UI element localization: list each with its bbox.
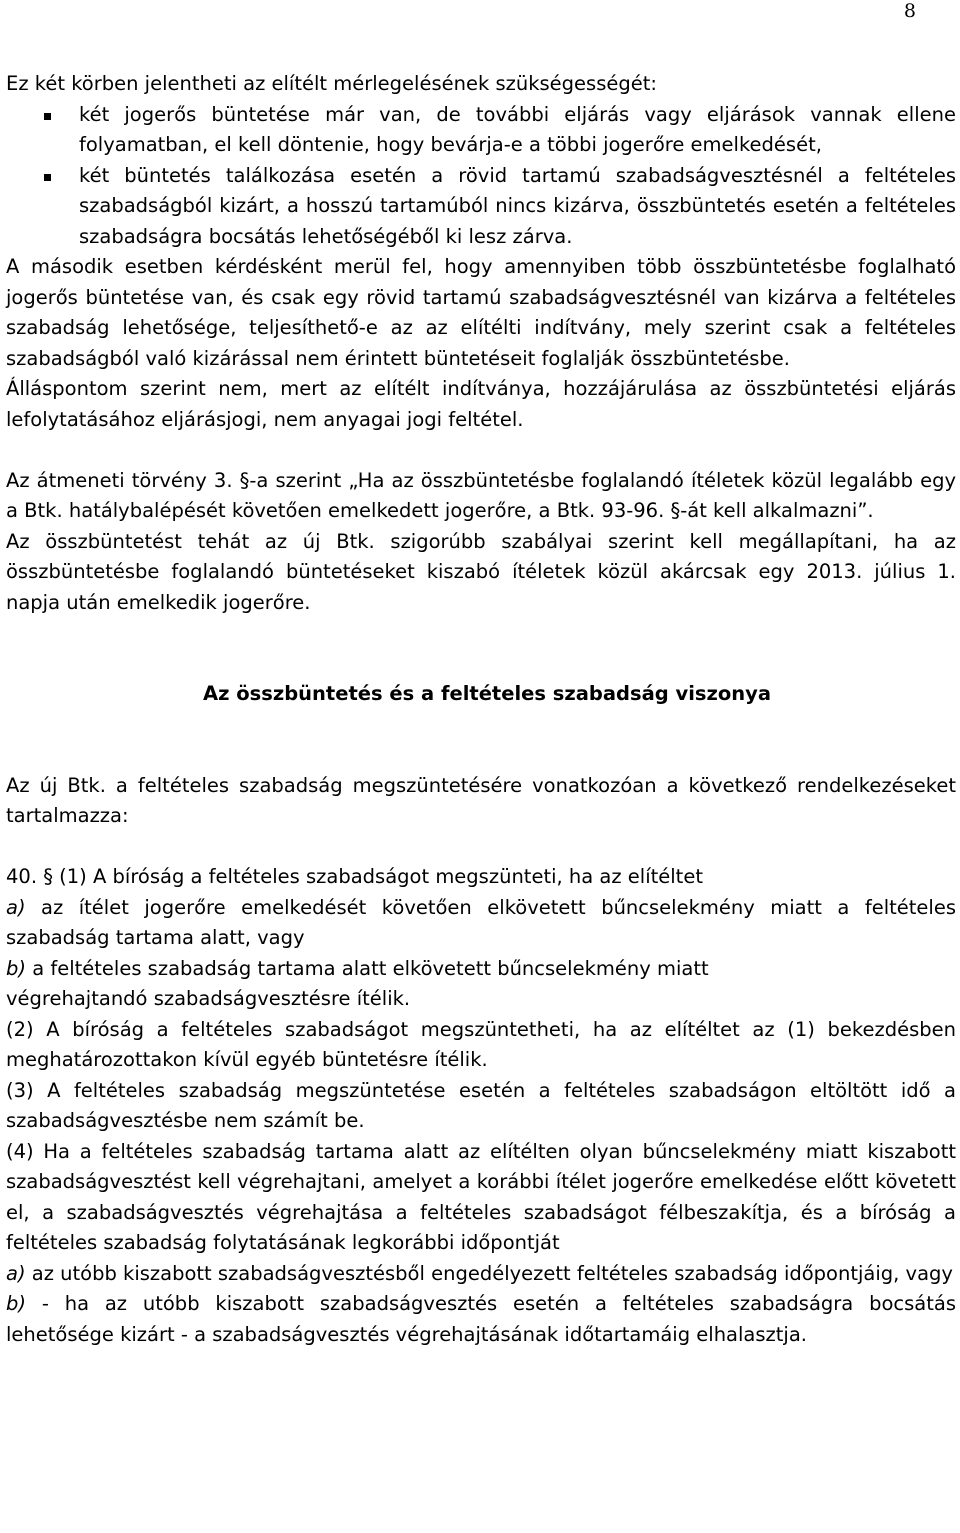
bullet-text: két jogerős büntetése már van, de további eljárás vagy eljárások vannak ellene folyamatban, el kell döntenie, hogy bevárja-e a többi jogerőre emelkedését, [79, 102, 956, 156]
section-heading: Az összbüntetés és a feltételes szabadság viszonya [203, 682, 771, 705]
point-label: b) [6, 1292, 26, 1315]
point-label: b) [6, 956, 26, 980]
section-40-point-4a: a) az utóbb kiszabott szabadságvesztésből engedélyezett feltételes szabadság időpontjáig, vagy [6, 1261, 953, 1285]
bullet-item [6, 100, 956, 161]
position-paragraph: Álláspontom szerint nem, mert az elítélt indítványa, hozzájárulása az összbüntetési eljárás lefolytatásához eljárásjogi, nem anyagai jogi feltétel. [6, 377, 956, 431]
new-btk-paragraph: Az új Btk. a feltételes szabadság megszüntetésére vonatkozóan a következő rendelkezéseket tartalmazza: [6, 773, 956, 827]
point-label: a) [6, 895, 26, 919]
section-40-para-1: 40. § (1) A bíróság a feltételes szabadságot megszünteti, ha az elítéltet [6, 865, 703, 888]
section-40-para-4: (4) Ha a feltételes szabadság tartama alatt az elítélten olyan bűncselekmény miatt kiszabott szabadságvesztést kell végrehajtani, amelyet a korábbi ítélet jogerőre emelkedése előtt követett el, a szabadságvesztés végrehajtása a feltételes szabadságot félbeszakítja, és a bíróság a feltételes szabadság folytatásának legkorábbi időpontját [6, 1139, 956, 1254]
section-40-point-a: a) az ítélet jogerőre emelkedését követően elkövetett bűncselekmény miatt a feltételes szabadság tartama alatt, vagy [6, 895, 956, 949]
square-bullet-icon [44, 113, 51, 120]
section-40-para-2: (2) A bíróság a feltételes szabadságot megszüntetheti, ha az elítéltet az (1) bekezdésben meghatározottakon kívül egyéb büntetésre ítélik. [6, 1017, 956, 1071]
section-40-point-b: b) a feltételes szabadság tartama alatt elkövetett bűncselekmény miatt végrehajtandó szabadságvesztésre ítélik. [6, 956, 709, 1010]
section-40-point-4b: b) - ha az utóbb kiszabott szabadságvesztés esetén a feltételes szabadságra bocsátás lehetősége kizárt - a szabadságvesztés végrehajtásának időtartamáig elhalasztja. [6, 1292, 956, 1346]
square-bullet-icon [44, 174, 51, 181]
bullet-item [6, 161, 956, 253]
transition-law-paragraph: Az átmeneti törvény 3. §-a szerint „Ha az összbüntetésbe foglalandó ítéletek közül legalább egy a Btk. hatálybalépését követően emelkedett jogerőre, a Btk. 93-96. §-át kell alkalmazni”. [6, 468, 956, 522]
second-case-paragraph: A második esetben kérdésként merül fel, hogy amennyiben több összbüntetésbe foglalható jogerős büntetése van, és csak egy rövid tartamú szabadságvesztésnél van kizárva a feltételes szabadság lehetősége, teljesíthető-e az az elítélti indítvány, mely szerint csak a feltételes szabadságból való kizárással nem érintett büntetéseit foglalják összbüntetésbe. [6, 255, 956, 370]
page-number: 8 [903, 0, 916, 22]
bullet-text: két büntetés találkozása esetén a rövid tartamú szabadságvesztésnél a feltételes szabadságból kizárt, a hosszú tartamúból nincs kizárva, összbüntetés esetén a feltételes szabadságra bocsátás lehetőségéből ki lesz zárva. [79, 163, 956, 248]
point-label: a) [6, 1261, 26, 1285]
intro-paragraph: Ez két körben jelentheti az elítélt mérlegelésének szükségességét: [6, 72, 657, 95]
conclusion-paragraph: Az összbüntetést tehát az új Btk. szigorúbb szabályai szerint kell megállapítani, ha az összbüntetésbe foglalandó büntetéseket kiszabó ítéletek közül akárcsak egy 2013. július 1. napja után emelkedik jogerőre. [6, 529, 956, 614]
section-40-para-3: (3) A feltételes szabadság megszüntetése esetén a feltételes szabadságon eltöltött idő a szabadságvesztésbe nem számít be. [6, 1078, 956, 1132]
document-body [6, 69, 956, 1350]
